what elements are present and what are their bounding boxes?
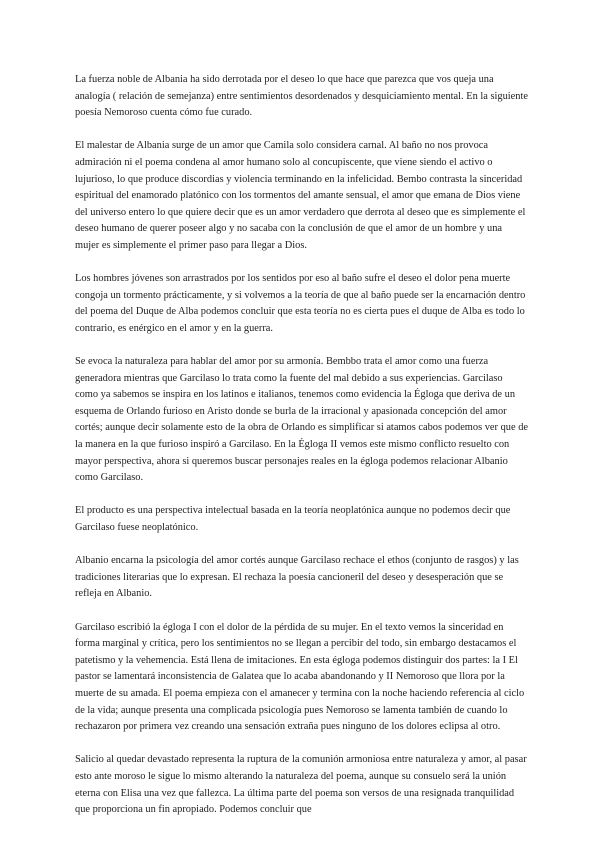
document-body: [75, 72, 528, 819]
paragraph-7: Garcilaso escribió la égloga I con el dolor de la pérdida de su mujer. En el texto vemos la sinceridad en forma marginal y crítica, pero los sentimientos no se llegan a percibir del todo, sin embargo destacamos el patetismo y la vehemencia. Está llena de imitaciones. En esta égloga podemos distinguir dos partes: la I El pastor se lamentará inconsistencia de Galatea que lo acaba abandonando y II Nemoroso que llora por la muerte de su amada. El poema empieza con el amanecer y termina con la noche haciendo referencia al ciclo de la vida; aunque presenta una complicada psicología pues Nemoroso se lamenta también de cuando lo rechazaron por primera vez creando una sensación extraña pues ninguno de los dolores eclipsa al otro.: [75, 621, 525, 733]
paragraph-3: Los hombres jóvenes son arrastrados por los sentidos por eso al baño sufre el deseo el dolor pena muerte congoja un tormento prácticamente, y si volvemos a la teoría de que al baño puede ser la encarnación dentro del poema del Duque de Alba podemos concluir que esta teoría no es cierta pues el duque de Alba es todo lo contrario, es enérgico en el amor y en la guerra.: [75, 273, 526, 334]
paragraph-2: El malestar de Albania surge de un amor que Camila solo considera carnal. Al baño no nos provoca admiración ni el poema condena al amor humano solo al concupiscente, que viene siendo el activo o lujurioso, lo que produce discordias y violencia terminando en la infelicidad. Bembo contrasta la sinceridad espiritual del enamorado platónico con los tormentos del amante sensual, el amor que emana de Dios viene del universo entero lo que quiere decir que es un amor verdadero que derrota al deseo que es simplemente el deseo humano de querer poseer algo y no sacaba con la conclusión de que el amor de un hombre y una mujer es simplemente el primer paso para llegar a Dios.: [75, 140, 526, 251]
paragraph-1: La fuerza noble de Albania ha sido derrotada por el deseo lo que hace que parezca que vos queja una analogía ( relación de semejanza) entre sentimientos desordenados y desquiciamiento mental. En la siguiente poesía Nemoroso cuenta cómo fue curado.: [75, 74, 528, 119]
paragraph-8: Salicio al quedar devastado representa la ruptura de la comunión armoniosa entre naturaleza y amor, al pasar esto ante moroso le sigue lo mismo alterando la naturaleza del poema, aunque su consuelo será la unión eterna con Elisa una vez que fallezca. La última parte del poema son versos de una resignada tranquilidad que proporciona un fin apropiado. Podemos concluir que: [75, 754, 527, 816]
paragraph-6: Albanio encarna la psicología del amor cortés aunque Garcilaso rechace el ethos (conjunto de rasgos) y las tradiciones literarias que lo expresan. El rechaza la poesía cancioneril del deseo y desesperación que se refleja en Albanio.: [75, 555, 519, 600]
paragraph-4: Se evoca la naturaleza para hablar del amor por su armonía. Bembbo trata el amor como una fuerza generadora mientras que Garcilaso lo trata como la fuente del mal debido a sus experiencias. Garcilaso como ya sabemos se inspira en los latinos e italianos, tenemos como evidencia la Égloga que deriva de un esquema de Orlando furioso en Aristo donde se burla de la irracional y apasionada concepción del amor cortés; aunque decir solamente esto de la obra de Orlando es simplificar si atamos cabos podemos ver que de la manera en la que furioso inspiró a Garcilaso. En la Égloga II vemos este mismo conflicto resuelto con mayor perspectiva, ahora si queremos buscar personajes reales en la égloga podemos relacionar Albanio como Garcilaso.: [75, 356, 528, 484]
paragraph-5: El producto es una perspectiva intelectual basada en la teoría neoplatónica aunque no podemos decir que Garcilaso fuese neoplatónico.: [75, 505, 511, 534]
